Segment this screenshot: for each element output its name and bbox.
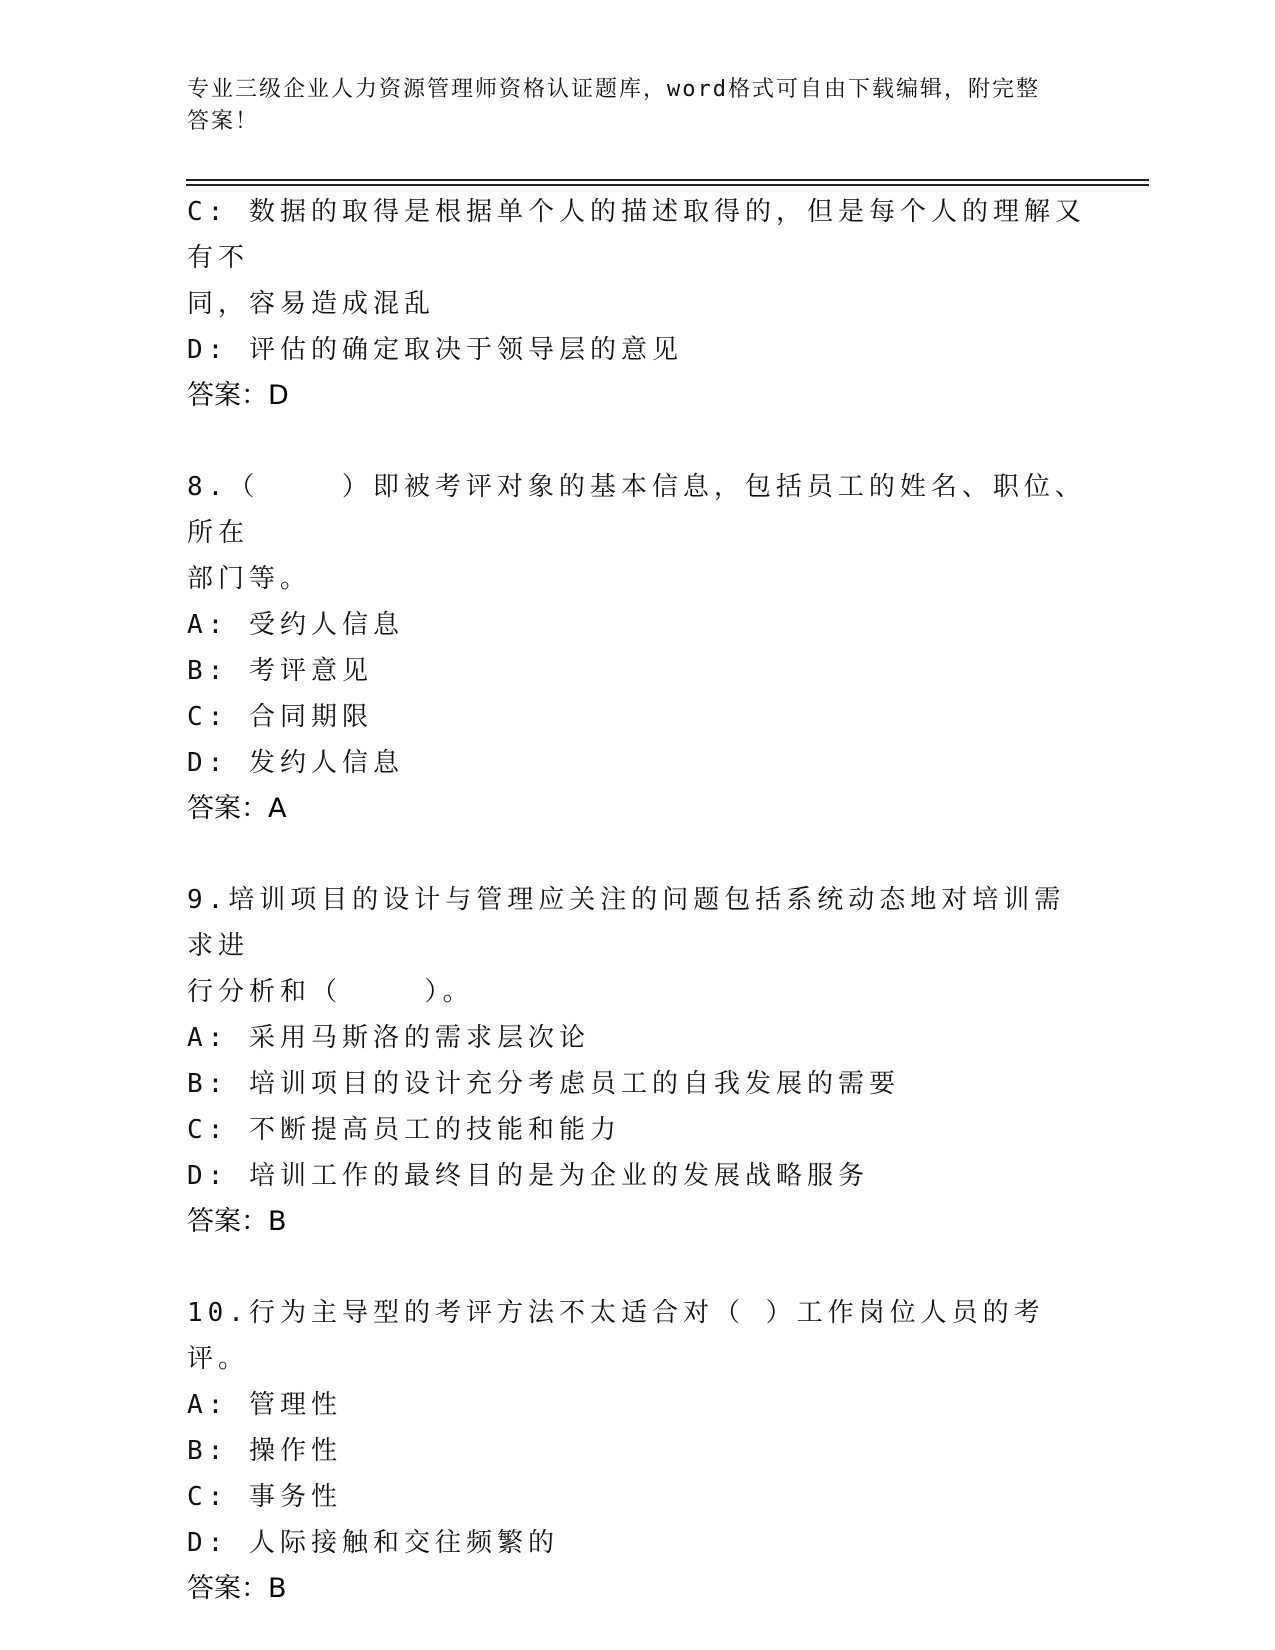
document-header: [187, 74, 1087, 138]
question-stem-line-2: 行分析和（ ）。: [187, 977, 474, 1007]
header-line-2: 答案！: [187, 109, 260, 134]
option-c: C: 事务性: [187, 1482, 342, 1512]
option-c-line-2: 同，容易造成混乱: [187, 289, 436, 319]
spacer: [187, 419, 1087, 464]
question-9: [187, 877, 1087, 1245]
option-a: A: 受约人信息: [187, 610, 404, 640]
question-stem-line-1: 8.（ ）即被考评对象的基本信息，包括员工的姓名、职位、所在: [187, 472, 1086, 548]
option-d: D: 评估的确定取决于领导层的意见: [187, 335, 683, 365]
question-8: [187, 464, 1087, 832]
question-10: [187, 1290, 1087, 1612]
question-list: [187, 189, 1087, 1612]
spacer: [187, 832, 1087, 877]
spacer: [187, 1245, 1087, 1290]
option-b: B: 培训项目的设计充分考虑员工的自我发展的需要: [187, 1069, 900, 1099]
answer-line: 答案：D: [187, 380, 289, 411]
option-d: D: 培训工作的最终目的是为企业的发展战略服务: [187, 1161, 869, 1191]
answer-line: 答案：B: [187, 1206, 287, 1237]
header-line-1: 专业三级企业人力资源管理师资格认证题库，word格式可自由下载编辑，附完整: [187, 77, 1040, 102]
option-d: D: 人际接触和交往频繁的: [187, 1528, 559, 1558]
header-divider-bottom: [186, 184, 1149, 186]
header-divider-top: [186, 179, 1149, 181]
option-c-line-1: C: 数据的取得是根据单个人的描述取得的，但是每个人的理解又有不: [187, 197, 1086, 273]
question-stem-line-2: 部门等。: [187, 564, 312, 594]
question-stem-line-1: 10.行为主导型的考评方法不太适合对（ ）工作岗位人员的考评。: [187, 1298, 1045, 1374]
answer-line: 答案：B: [187, 1573, 287, 1604]
answer-line: 答案：A: [187, 793, 287, 824]
option-c: C: 合同期限: [187, 702, 373, 732]
option-b: B: 操作性: [187, 1436, 342, 1466]
question-7-tail: [187, 189, 1087, 419]
question-stem-line-1: 9.培训项目的设计与管理应关注的问题包括系统动态地对培训需求进: [187, 885, 1066, 961]
option-a: A: 采用马斯洛的需求层次论: [187, 1023, 590, 1053]
option-d: D: 发约人信息: [187, 748, 404, 778]
option-c: C: 不断提高员工的技能和能力: [187, 1115, 621, 1145]
option-b: B: 考评意见: [187, 656, 373, 686]
option-a: A: 管理性: [187, 1390, 342, 1420]
